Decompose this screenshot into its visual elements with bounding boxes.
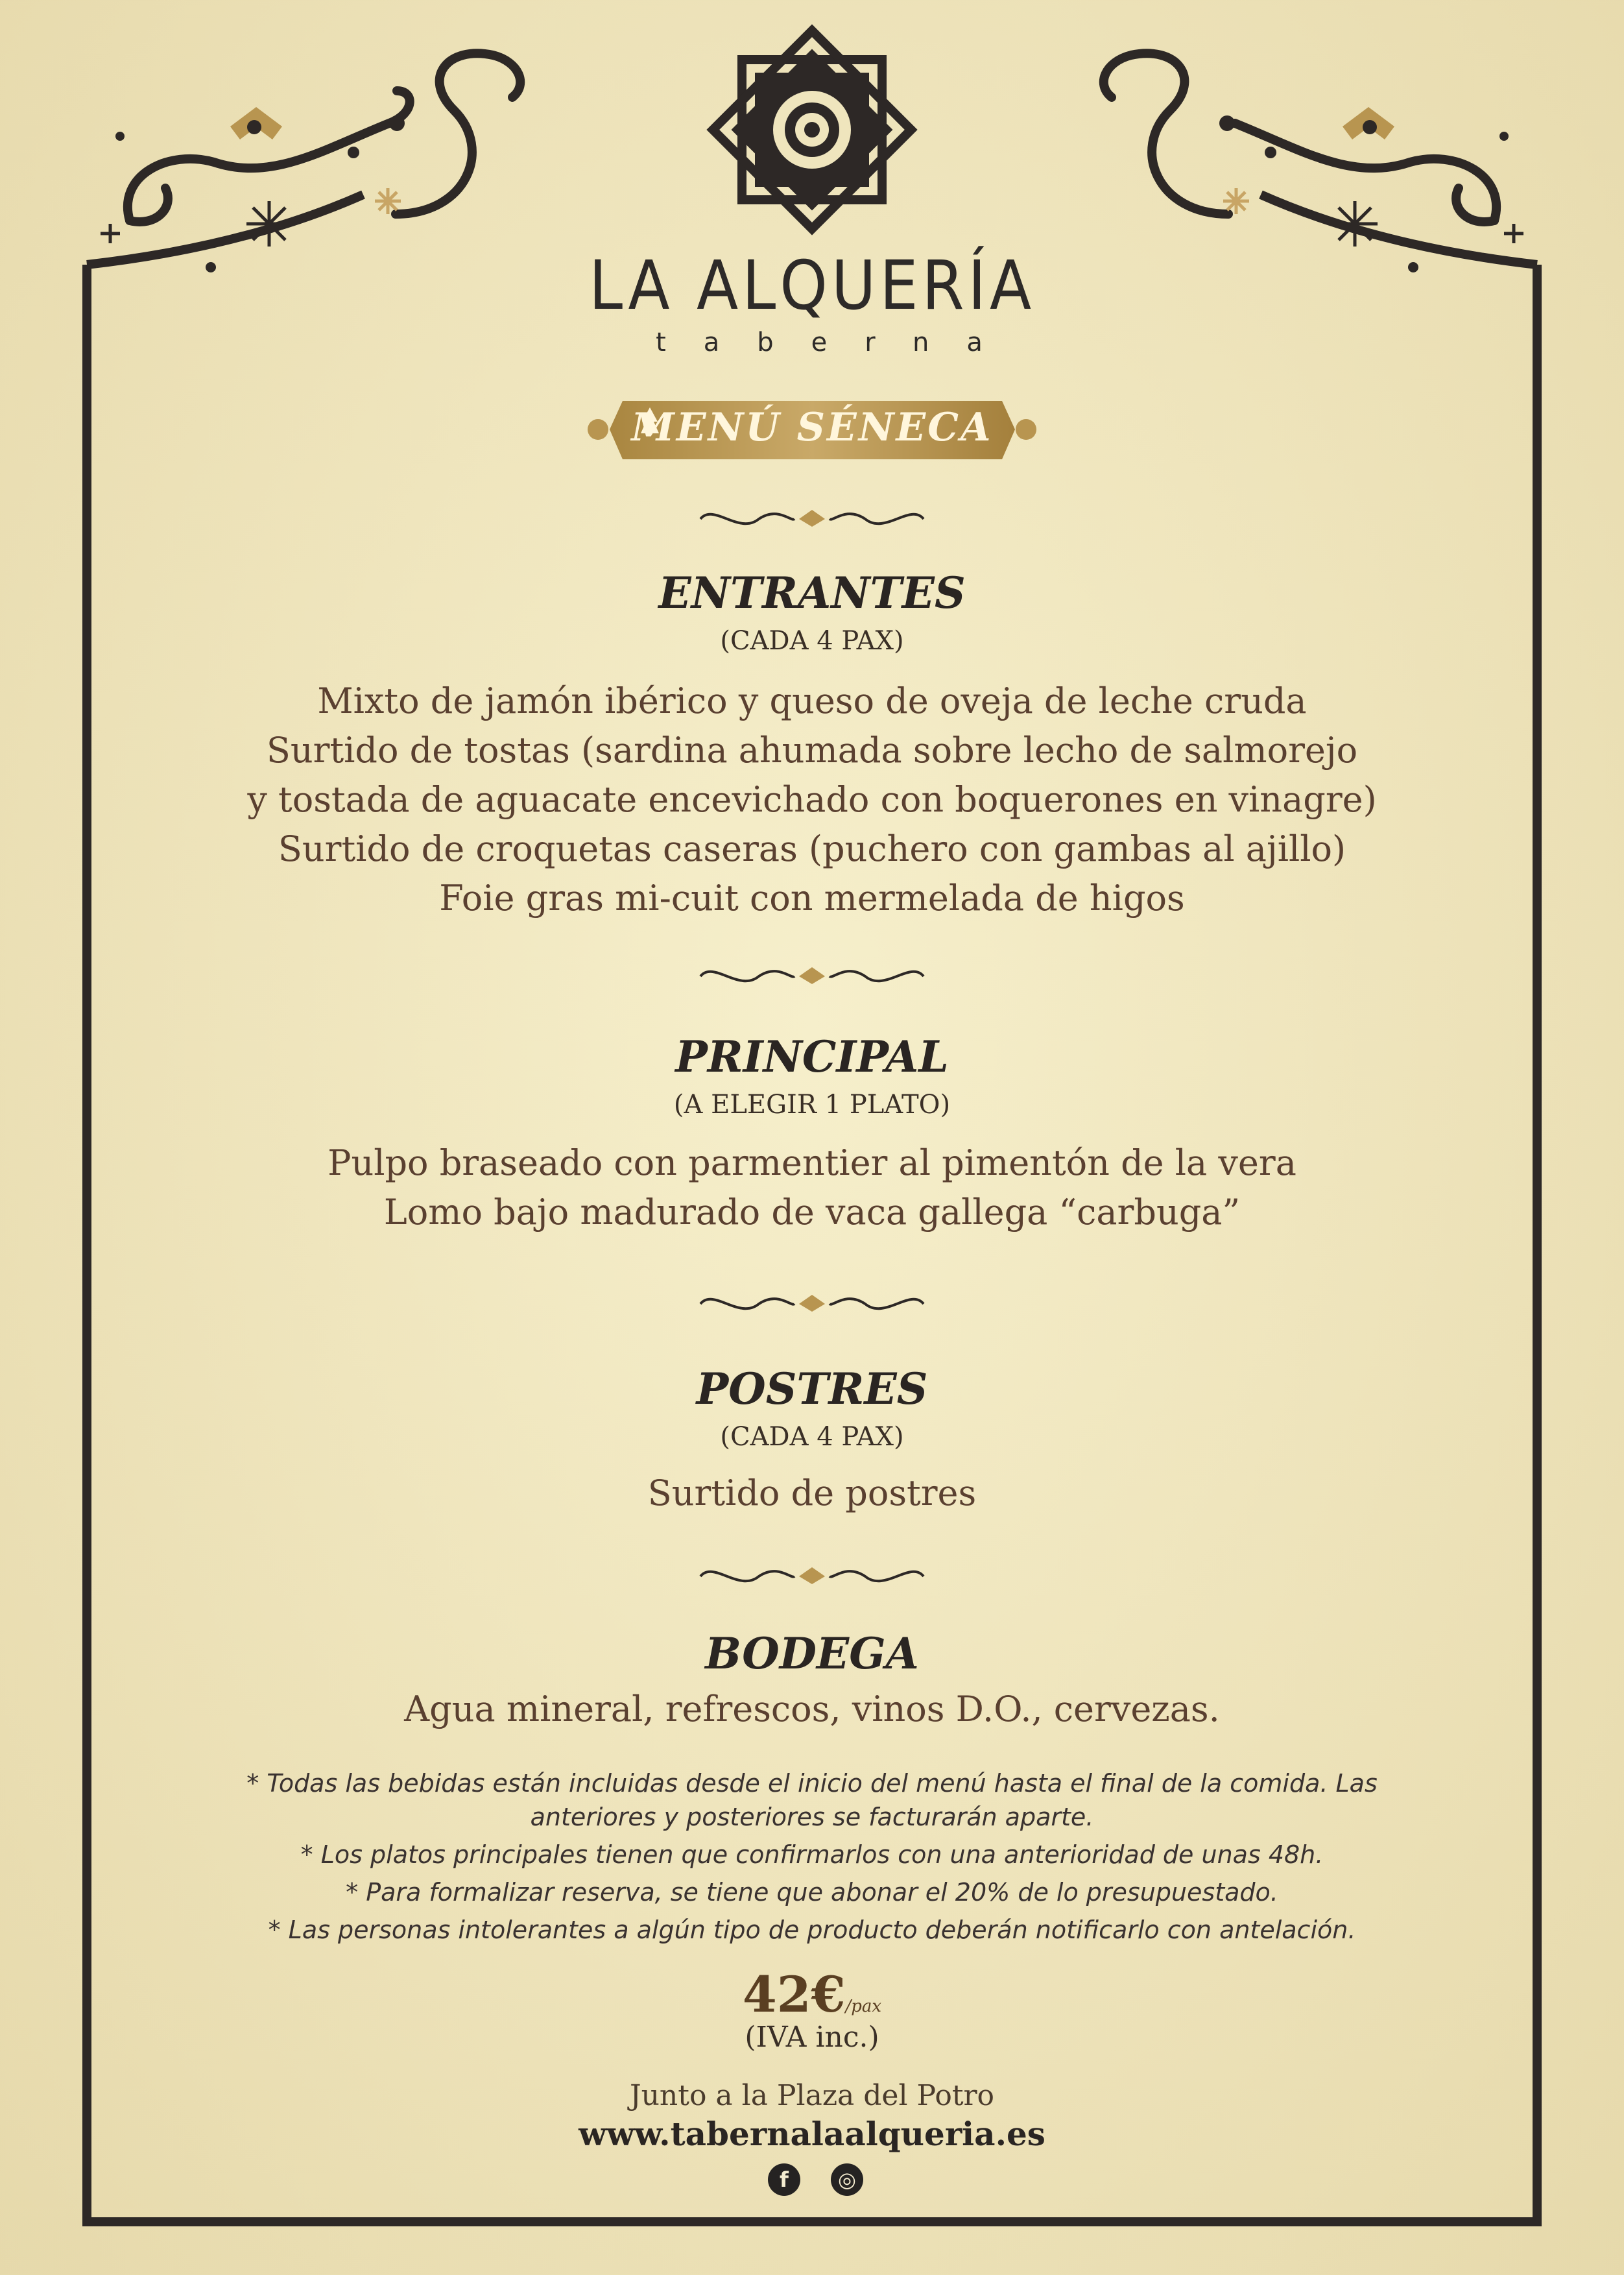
section-note-principal: (A ELEGIR 1 PLATO) xyxy=(673,1090,951,1120)
menu-item: Surtido de tostas (sardina ahumada sobre lecho de salmorejo xyxy=(266,730,1358,771)
section-note-postres: (CADA 4 PAX) xyxy=(720,1422,904,1452)
menu-item: Pulpo braseado con parmentier al pimentón de la vera xyxy=(328,1142,1296,1183)
price-unit: /pax xyxy=(845,1997,882,2016)
price-amount: 42€ xyxy=(742,1966,846,2023)
instagram-icon[interactable]: ◎ xyxy=(831,2163,863,2196)
footnote: anteriores y posteriores se facturarán aparte. xyxy=(530,1803,1094,1831)
section-title-principal: PRINCIPAL xyxy=(675,1031,949,1082)
section-title-bodega: BODEGA xyxy=(705,1628,919,1679)
price-tax-note: (IVA inc.) xyxy=(745,2021,879,2054)
menu-item: Surtido de croquetas caseras (puchero con gambas al ajillo) xyxy=(278,828,1346,869)
brand-tagline: taberna xyxy=(656,328,1020,357)
section-note-entrantes: (CADA 4 PAX) xyxy=(720,626,904,656)
footnote: * Los platos principales tienen que confirmarlos con una anterioridad de unas 48h. xyxy=(300,1840,1324,1869)
menu-item: y tostada de aguacate encevichado con boquerones en vinagre) xyxy=(247,779,1377,820)
menu-item: Lomo bajo madurado de vaca gallega “carbuga” xyxy=(383,1192,1241,1233)
menu-title: MENÚ SÉNECA xyxy=(631,405,993,450)
footnote: * Todas las bebidas están incluidas desde el inicio del menú hasta el final de la comida. Las xyxy=(246,1769,1378,1798)
price xyxy=(0,1966,1624,2023)
footnote: * Para formalizar reserva, se tiene que abonar el 20% de lo presupuestado. xyxy=(346,1878,1278,1907)
menu-item: Surtido de postres xyxy=(647,1473,977,1513)
menu-item: Mixto de jamón ibérico y queso de oveja de leche cruda xyxy=(317,680,1307,721)
menu-item: Agua mineral, refrescos, vinos D.O., cervezas. xyxy=(404,1689,1220,1729)
menu-item: Foie gras mi-cuit con mermelada de higos xyxy=(439,878,1185,919)
section-title-entrantes: ENTRANTES xyxy=(658,568,966,618)
facebook-icon[interactable]: f xyxy=(768,2163,800,2196)
website-link[interactable]: www.tabernalaalqueria.es xyxy=(579,2115,1045,2153)
section-title-postres: POSTRES xyxy=(696,1364,928,1414)
location: Junto a la Plaza del Potro xyxy=(629,2079,995,2112)
footnote: * Las personas intolerantes a algún tipo de producto deberán notificarlo con antelación. xyxy=(268,1916,1356,1944)
brand-name: LA ALQUERÍA xyxy=(588,246,1036,325)
